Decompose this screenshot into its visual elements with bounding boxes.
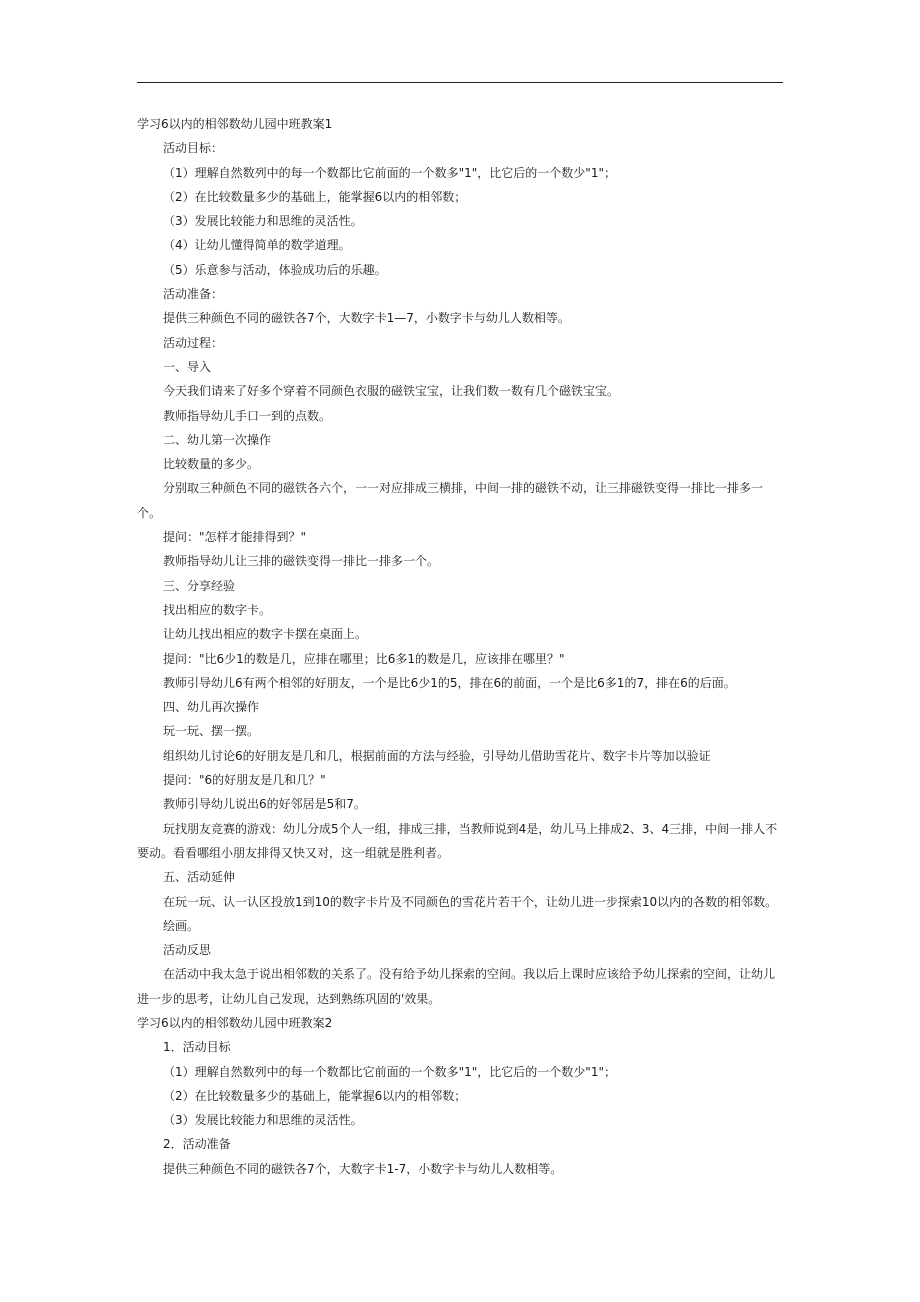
paragraph: 玩找朋友竞赛的游戏：幼儿分成5个人一组，排成三排，当教师说到4是，幼儿马上排成2、3、4三排，中间一排人不要动。看看哪组小朋友排得又快又对，这一组就是胜利者。 (137, 821, 778, 860)
paragraph: （1）理解自然数列中的每一个数都比它前面的一个数多"1"，比它后的一个数少"1"； (163, 1064, 616, 1079)
section-heading: 一、导入 (163, 359, 212, 374)
paragraph: 找出相应的数字卡。 (163, 602, 272, 617)
paragraph: 让幼儿找出相应的数字卡摆在桌面上。 (163, 627, 368, 642)
paragraph: 组织幼儿讨论6的好朋友是几和几，根据前面的方法与经验，引导幼儿借助雪花片、数字卡片等加以验证 (163, 748, 711, 763)
paragraph: 今天我们请来了好多个穿着不同颜色衣服的磁铁宝宝，让我们数一数有几个磁铁宝宝。 (163, 384, 620, 399)
header-rule (137, 82, 783, 83)
paragraph: （2）在比较数量多少的基础上，能掌握6以内的相邻数； (163, 189, 467, 204)
paragraph: （3）发展比较能力和思维的灵活性。 (163, 214, 363, 229)
section-heading: 三、分享经验 (163, 578, 236, 593)
paragraph: （2）在比较数量多少的基础上，能掌握6以内的相邻数； (163, 1088, 467, 1103)
document-body (137, 112, 783, 1181)
paragraph: 教师指导幼儿手口一到的点数。 (163, 408, 332, 423)
paragraph: （3）发展比较能力和思维的灵活性。 (163, 1113, 363, 1128)
section-heading: 活动准备： (163, 287, 224, 302)
paragraph: 在玩一玩、认一认区投放1到10的数字卡片及不同颜色的雪花片若干个，让幼儿进一步探索10以内的各数的相邻数。 (163, 894, 778, 909)
paragraph: 分别取三种颜色不同的磁铁各六个，一一对应排成三横排，中间一排的磁铁不动，让三排磁铁变得一排比一排多一个。 (137, 481, 764, 520)
paragraph: 提问："怎样才能排得到？" (163, 530, 307, 545)
section-heading: 四、幼儿再次操作 (163, 700, 260, 715)
section-heading: 1．活动目标 (163, 1040, 231, 1055)
paragraph: 提问："比6少1的数是几，应排在哪里；比6多1的数是几，应该排在哪里？" (163, 651, 565, 666)
doc-title-2: 学习6以内的相邻数幼儿园中班教案2 (137, 1015, 333, 1030)
section-heading: 二、幼儿第一次操作 (163, 432, 272, 447)
section-heading: 活动反思 (163, 943, 212, 958)
section-heading: 五、活动延伸 (163, 870, 236, 885)
doc-title-1: 学习6以内的相邻数幼儿园中班教案1 (137, 117, 333, 131)
paragraph: 教师引导幼儿说出6的好邻居是5和7。 (163, 797, 366, 812)
paragraph: 教师指导幼儿让三排的磁铁变得一排比一排多一个。 (163, 554, 440, 569)
paragraph: 提供三种颜色不同的磁铁各7个，大数字卡1—7，小数字卡与幼儿人数相等。 (163, 311, 570, 326)
paragraph: 提供三种颜色不同的磁铁各7个，大数字卡1-7，小数字卡与幼儿人数相等。 (163, 1161, 563, 1176)
paragraph: 教师引导幼儿6有两个相邻的好朋友，一个是比6少1的5，排在6的前面，一个是比6多1的7，排在6的后面。 (163, 675, 736, 690)
section-heading: 活动过程： (163, 335, 224, 350)
paragraph: 玩一玩、摆一摆。 (163, 724, 260, 739)
paragraph: 比较数量的多少。 (163, 457, 260, 472)
paragraph: （1）理解自然数列中的每一个数都比它前面的一个数多"1"，比它后的一个数少"1"； (163, 165, 616, 180)
paragraph: （4）让幼儿懂得简单的数学道理。 (163, 238, 351, 253)
paragraph: 提问："6的好朋友是几和几？" (163, 773, 326, 788)
paragraph: （5）乐意参与活动，体验成功后的乐趣。 (163, 262, 387, 277)
section-heading: 2．活动准备 (163, 1137, 231, 1152)
section-heading: 活动目标： (163, 141, 224, 156)
paragraph: 在活动中我太急于说出相邻数的关系了。没有给予幼儿探索的空间。我以后上课时应该给予幼儿探索的空间，让幼儿进一步的思考，让幼儿自己发现，达到熟练巩固的'效果。 (137, 967, 776, 1006)
paragraph: 绘画。 (163, 918, 200, 933)
